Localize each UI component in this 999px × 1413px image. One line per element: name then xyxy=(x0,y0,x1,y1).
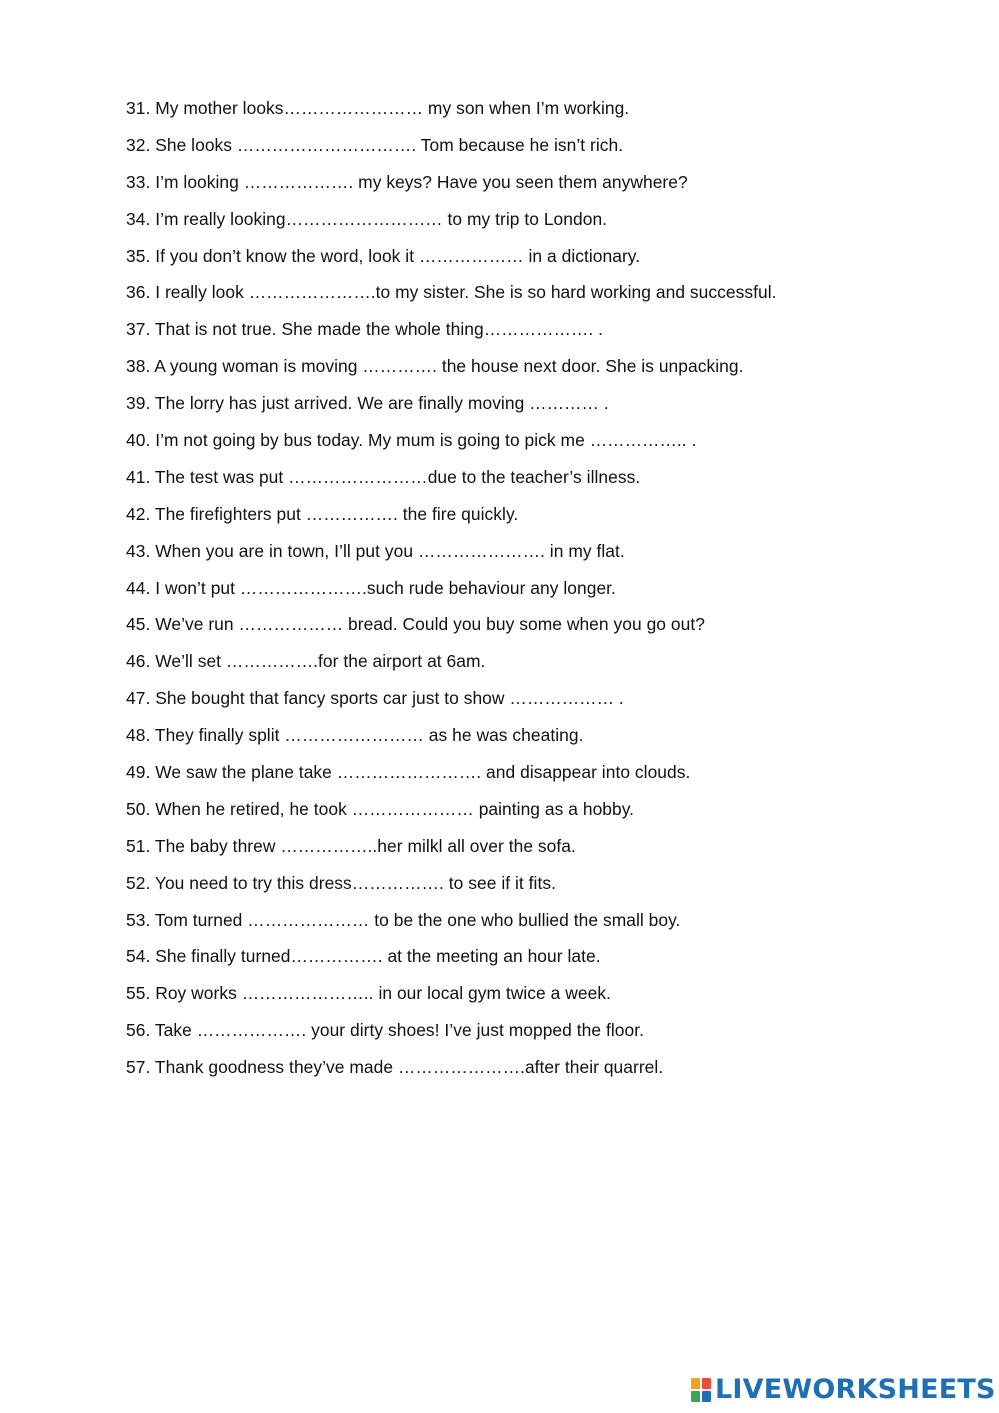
exercise-list xyxy=(126,95,926,1091)
exercise-item: 38. A young woman is moving …………. the house next door. She is unpacking. xyxy=(126,356,744,377)
exercise-item: 43. When you are in town, I’ll put you …………………. in my flat. xyxy=(126,540,625,561)
exercise-item: 44. I won’t put ………………….such rude behaviour any longer. xyxy=(126,577,616,598)
exercise-item: 33. I’m looking ………………. my keys? Have you seen them anywhere? xyxy=(126,171,688,192)
exercise-item: 32. She looks …………………………. Tom because he isn’t rich. xyxy=(126,134,624,155)
exercise-item: 52. You need to try this dress……………. to see if it fits. xyxy=(126,872,556,893)
exercise-item: 50. When he retired, he took ………………… painting as a hobby. xyxy=(126,798,635,819)
brand-name: LIVEWORKSHEETS xyxy=(715,1374,996,1405)
liveworksheets-brand xyxy=(690,1372,996,1408)
exercise-item: 48. They finally split …………………… as he was cheating. xyxy=(126,725,584,746)
exercise-item: 37. That is not true. She made the whole thing………………. . xyxy=(126,319,604,340)
logo-square xyxy=(690,1377,701,1390)
exercise-item: 39. The lorry has just arrived. We are finally moving ………… . xyxy=(126,393,609,414)
logo-square xyxy=(701,1377,712,1390)
exercise-item: 56. Take ………………. your dirty shoes! I’ve just mopped the floor. xyxy=(126,1020,644,1041)
logo-square xyxy=(690,1390,701,1403)
exercise-item: 34. I’m really looking……………………… to my trip to London. xyxy=(126,208,608,229)
exercise-item: 36. I really look ………………….to my sister. She is so hard working and successful. xyxy=(126,282,777,303)
liveworksheets-logo-icon xyxy=(690,1377,712,1403)
exercise-item: 55. Roy works ………………….. in our local gym twice a week. xyxy=(126,983,611,1004)
exercise-item: 35. If you don’t know the word, look it ……………… in a dictionary. xyxy=(126,245,641,266)
exercise-item: 45. We’ve run ……………… bread. Could you buy some when you go out? xyxy=(126,614,705,635)
exercise-item: 41. The test was put ……………………due to the teacher’s illness. xyxy=(126,466,641,487)
exercise-item: 42. The firefighters put ……………. the fire quickly. xyxy=(126,503,519,524)
exercise-item: 51. The baby threw ……………..her milkl all over the sofa. xyxy=(126,835,576,856)
exercise-item: 53. Tom turned ………………… to be the one who bullied the small boy. xyxy=(126,909,681,930)
exercise-item: 47. She bought that fancy sports car just to show ……………… . xyxy=(126,688,624,709)
exercise-item: 54. She finally turned……………. at the meeting an hour late. xyxy=(126,946,601,967)
exercise-item: 57. Thank goodness they’ve made ………………….after their quarrel. xyxy=(126,1057,664,1078)
exercise-item: 46. We’ll set …………….for the airport at 6am. xyxy=(126,651,486,672)
exercise-item: 49. We saw the plane take ……………………. and disappear into clouds. xyxy=(126,762,691,783)
logo-square xyxy=(701,1390,712,1403)
exercise-item: 40. I’m not going by bus today. My mum is going to pick me …………….. . xyxy=(126,430,697,451)
exercise-item: 31. My mother looks…………………… my son when I’m working. xyxy=(126,98,630,118)
